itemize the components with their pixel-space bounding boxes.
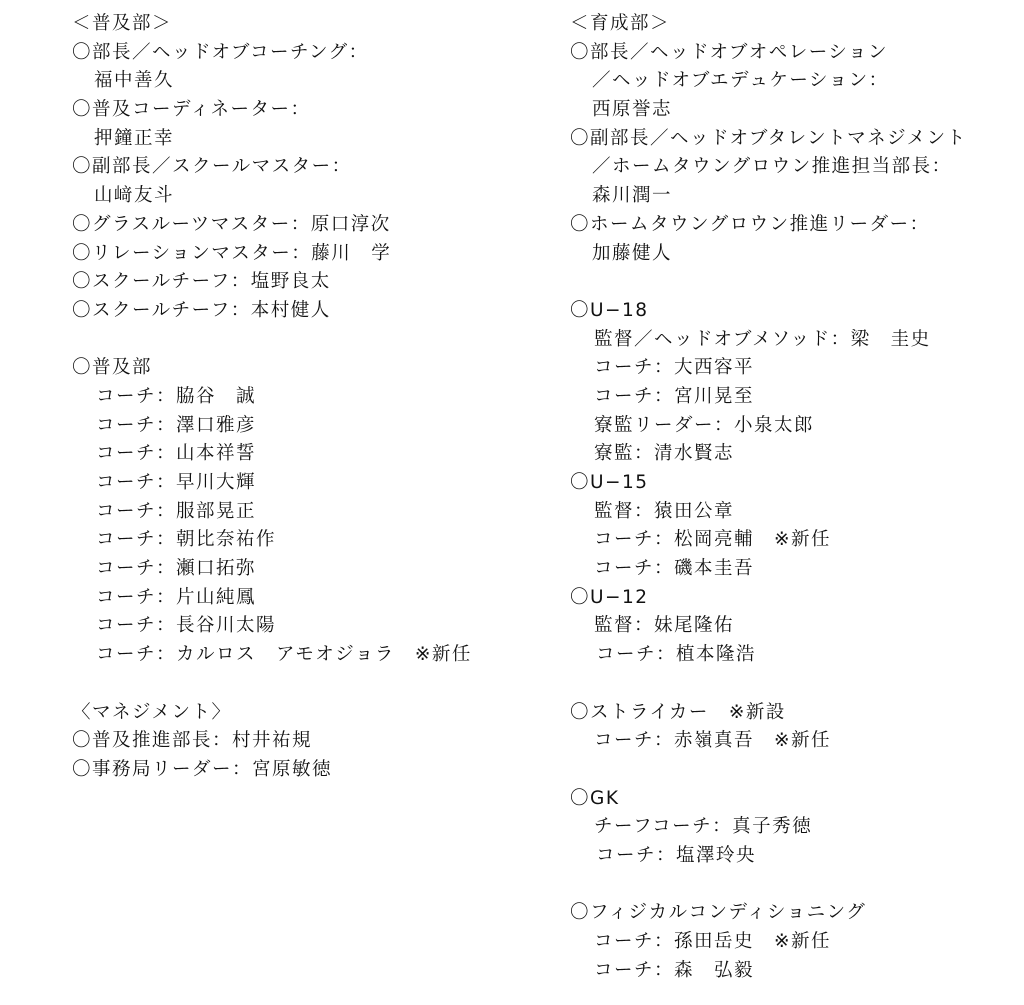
school-chief-2: 〇スクールチーフ：本村健人 bbox=[72, 299, 331, 321]
coach-entry: コーチ：瀬口拓弥 bbox=[96, 558, 257, 580]
physical-heading: 〇フィジカルコンディショニング bbox=[570, 902, 867, 924]
u18-heading: 〇U−18 bbox=[570, 299, 649, 321]
staff-entry: コーチ：大西容平 bbox=[594, 357, 755, 379]
deputy-director-name: 森川潤一 bbox=[592, 185, 673, 207]
staff-entry: 寮監：清水賢志 bbox=[594, 443, 735, 465]
fukyu-section-heading: ＜普及部＞ bbox=[72, 13, 173, 34]
staff-entry: コーチ：磯本圭吾 bbox=[594, 558, 755, 580]
coach-entry: コーチ：山本祥誓 bbox=[96, 443, 257, 465]
u12-heading: 〇U−12 bbox=[570, 586, 649, 608]
grassroots-master: 〇グラスルーツマスター：原口淳次 bbox=[72, 213, 391, 235]
coach-entry: コーチ：服部晃正 bbox=[96, 500, 257, 522]
relation-master: 〇リレーションマスター：藤川 学 bbox=[72, 242, 392, 264]
u15-heading: 〇U−15 bbox=[570, 472, 649, 493]
staff-entry: コーチ：宮川晃至 bbox=[594, 385, 755, 407]
coordinator-name: 押鐘正幸 bbox=[94, 127, 175, 149]
coach-entry: コーチ：朝比奈祐作 bbox=[96, 529, 277, 551]
staff-entry: チーフコーチ：真子秀徳 bbox=[594, 816, 813, 838]
office-leader: 〇事務局リーダー：宮原敏徳 bbox=[72, 758, 333, 780]
striker-heading: 〇ストライカー ※新設 bbox=[570, 701, 786, 723]
staff-entry: コーチ：森 弘毅 bbox=[594, 959, 755, 981]
director-name: 西原誉志 bbox=[592, 99, 673, 121]
head-of-coaching-role: 〇部長／ヘッドオブコーチング： bbox=[72, 41, 369, 63]
school-master-name: 山﨑友斗 bbox=[94, 185, 175, 207]
staff-entry: コーチ：孫田岳史 ※新任 bbox=[594, 931, 832, 952]
staff-entry: 寮監リーダー：小泉太郎 bbox=[594, 414, 815, 436]
staff-entry: コーチ：植本隆浩 bbox=[596, 644, 757, 666]
management-heading: 〈マネジメント〉 bbox=[72, 701, 232, 723]
fukyubu-heading: 〇普及部 bbox=[72, 357, 153, 379]
promotion-director: 〇普及推進部長：村井祐規 bbox=[72, 730, 313, 752]
coach-entry: コーチ：片山純鳳 bbox=[96, 586, 257, 608]
hometown-grown-leader-name: 加藤健人 bbox=[592, 242, 673, 264]
ikusei-section-heading: ＜育成部＞ bbox=[570, 13, 671, 34]
school-chief-1: 〇スクールチーフ：塩野良太 bbox=[72, 271, 331, 293]
staff-entry: 監督／ヘッドオブメソッド：梁 圭史 bbox=[594, 328, 931, 350]
gk-heading: 〇GK bbox=[570, 787, 620, 809]
coach-entry: コーチ：澤口雅彦 bbox=[96, 414, 257, 436]
coach-entry: コーチ：カルロス アモオジョラ ※新任 bbox=[96, 644, 472, 666]
coach-entry: コーチ：早川大輝 bbox=[96, 472, 257, 493]
staff-entry: 監督：猿田公章 bbox=[594, 500, 735, 522]
right-column bbox=[570, 10, 967, 985]
coach-entry: コーチ：長谷川太陽 bbox=[96, 615, 277, 637]
staff-entry: コーチ：塩澤玲央 bbox=[596, 844, 757, 866]
hometown-grown-director-role: ／ホームタウングロウン推進担当部長： bbox=[592, 156, 952, 178]
staff-entry: コーチ：赤嶺真吾 ※新任 bbox=[594, 730, 832, 752]
coach-entry: コーチ：脇谷 誠 bbox=[96, 385, 257, 407]
left-column bbox=[72, 10, 472, 785]
school-master-role: 〇副部長／スクールマスター： bbox=[72, 156, 352, 178]
staff-entry: コーチ：松岡亮輔 ※新任 bbox=[594, 529, 832, 551]
head-of-coaching-name: 福中善久 bbox=[94, 70, 175, 92]
hometown-grown-leader-role: 〇ホームタウングロウン推進リーダー： bbox=[570, 213, 930, 235]
coordinator-role: 〇普及コーディネーター： bbox=[72, 99, 311, 121]
head-of-education-role: ／ヘッドオブエデュケーション： bbox=[592, 70, 889, 92]
talent-management-role: 〇副部長／ヘッドオブタレントマネジメント bbox=[570, 127, 967, 149]
staff-entry: 監督：妹尾隆佑 bbox=[594, 615, 735, 637]
head-of-operation-role: 〇部長／ヘッドオブオペレーション bbox=[570, 41, 888, 63]
